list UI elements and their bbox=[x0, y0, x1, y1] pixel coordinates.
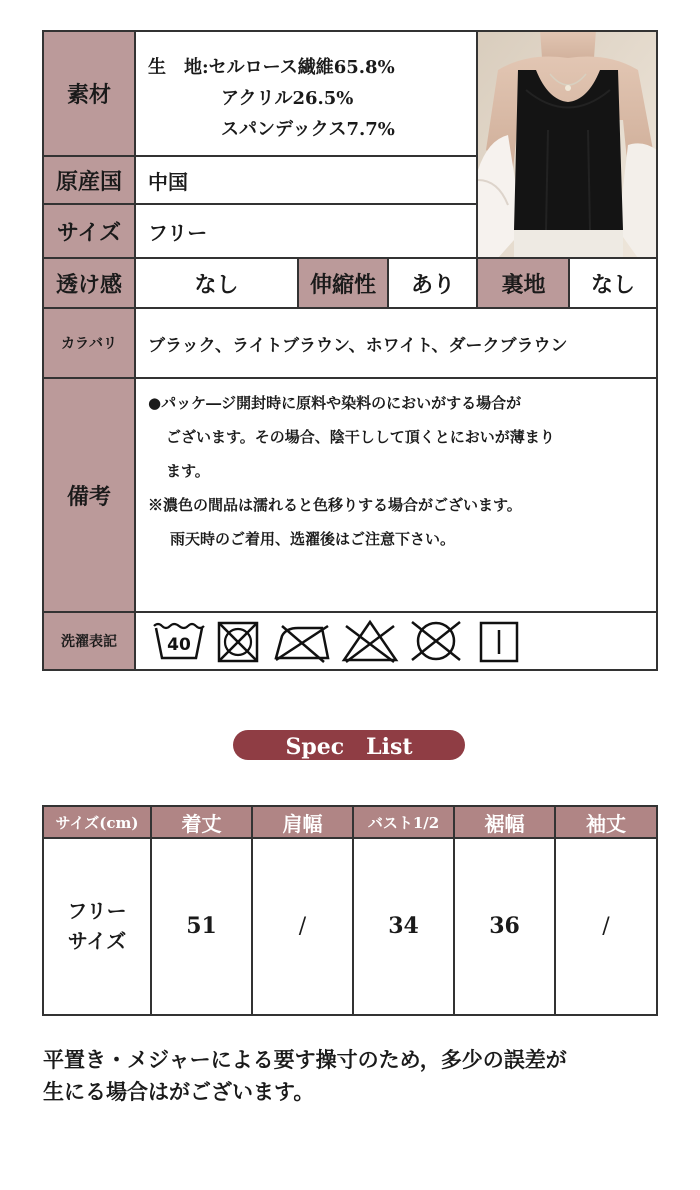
material-line-2: アクリル26.5% bbox=[221, 88, 354, 109]
table-border bbox=[42, 30, 44, 671]
sleeve-value: / bbox=[602, 913, 610, 939]
size-cell bbox=[43, 838, 151, 1014]
bust-value: 34 bbox=[388, 913, 419, 939]
no-bleach-icon bbox=[340, 618, 400, 664]
notes-value bbox=[148, 386, 653, 606]
size-table-border bbox=[453, 805, 455, 1016]
size-table-header: サイズ(cm) bbox=[43, 806, 151, 838]
size-table-border bbox=[352, 805, 354, 1016]
notes-line-1: ●パッケ―ジ開封時に原料や染料のにおいがする場合が bbox=[148, 394, 522, 412]
size-table-header: 着丈 bbox=[151, 806, 252, 838]
colors-value: ブラック、ライトブラウン、ホワイト、ダークブラウン bbox=[148, 335, 568, 356]
size-cell-line-1: フリー bbox=[67, 899, 127, 923]
size-label: サイズ bbox=[43, 204, 135, 258]
size-table-header: 裾幅 bbox=[454, 806, 555, 838]
size-table-border bbox=[251, 805, 253, 1016]
wash-40-icon bbox=[152, 620, 206, 664]
table-border bbox=[43, 307, 657, 309]
size-table-border bbox=[43, 837, 657, 839]
hem-value: 36 bbox=[489, 913, 520, 939]
table-border bbox=[656, 30, 658, 671]
care-label: 洗濯表記 bbox=[43, 612, 135, 670]
size-table-border bbox=[43, 1014, 657, 1016]
tank-top-image bbox=[478, 30, 657, 258]
line-dry-icon bbox=[478, 620, 520, 664]
table-border bbox=[387, 257, 389, 308]
shoulder-value: / bbox=[298, 913, 307, 939]
size-table-header: 袖丈 bbox=[555, 806, 657, 838]
material-line-1: 生 地:セルロース繊維65.8% bbox=[148, 57, 395, 78]
sheer-label: 透け感 bbox=[43, 258, 135, 308]
table-border bbox=[43, 203, 477, 205]
origin-label: 原産国 bbox=[43, 156, 135, 204]
material-value bbox=[148, 52, 478, 152]
size-table-border bbox=[554, 805, 556, 1016]
origin-value: 中国 bbox=[148, 169, 188, 194]
table-border bbox=[134, 30, 136, 671]
footnote-line-2: 生にる場合はがございます。 bbox=[43, 1079, 315, 1104]
stretch-label: 伸縮性 bbox=[298, 258, 388, 308]
size-value: フリー bbox=[148, 220, 208, 245]
wash-temp-text: 40 bbox=[167, 635, 191, 655]
table-border bbox=[43, 377, 657, 379]
table-border bbox=[568, 257, 570, 308]
lining-label: 裏地 bbox=[478, 258, 569, 308]
spec-list-title: Spec List bbox=[233, 730, 465, 760]
size-table-border bbox=[656, 805, 658, 1016]
footnote-line-1: 平置き・メジャーによる要す操寸のため，多少の誤差が bbox=[43, 1047, 567, 1072]
table-border bbox=[43, 257, 657, 259]
notes-line-4: ※濃色の間品は濡れると色移りする場合がございます。 bbox=[148, 496, 522, 514]
table-border bbox=[476, 30, 478, 309]
no-dry-clean-icon bbox=[406, 618, 466, 664]
no-tumble-dry-icon bbox=[216, 620, 260, 664]
size-table-border bbox=[43, 805, 657, 807]
sheer-value: なし bbox=[194, 271, 239, 298]
colors-label: カラバリ bbox=[43, 308, 135, 378]
size-table-border bbox=[42, 805, 44, 1016]
size-table-header: バスト1/2 bbox=[353, 806, 454, 838]
care-icons bbox=[148, 612, 653, 670]
material-label: 素材 bbox=[43, 30, 135, 156]
notes-line-5: 雨天時のご着用、选濯後はご注意下さい。 bbox=[170, 530, 456, 548]
notes-line-2: ございます。その場合、陰干しして頂くとにおいが薄まり bbox=[166, 428, 555, 446]
size-table bbox=[0, 800, 700, 1020]
material-line-3: スパンデックス7.7% bbox=[221, 119, 395, 140]
notes-line-3: ます。 bbox=[166, 462, 210, 480]
length-value: 51 bbox=[186, 913, 217, 939]
table-border bbox=[43, 611, 657, 613]
no-iron-icon bbox=[272, 620, 332, 664]
size-table-header: 肩幅 bbox=[252, 806, 353, 838]
footnote bbox=[43, 1044, 663, 1114]
table-border bbox=[297, 257, 299, 308]
stretch-value: あり bbox=[410, 271, 455, 298]
product-photo bbox=[478, 30, 657, 258]
lining-value: なし bbox=[590, 271, 635, 298]
notes-label: 備考 bbox=[43, 378, 135, 612]
table-border bbox=[43, 155, 477, 157]
size-table-border bbox=[150, 805, 152, 1016]
size-cell-line-2: サイズ bbox=[67, 929, 127, 953]
